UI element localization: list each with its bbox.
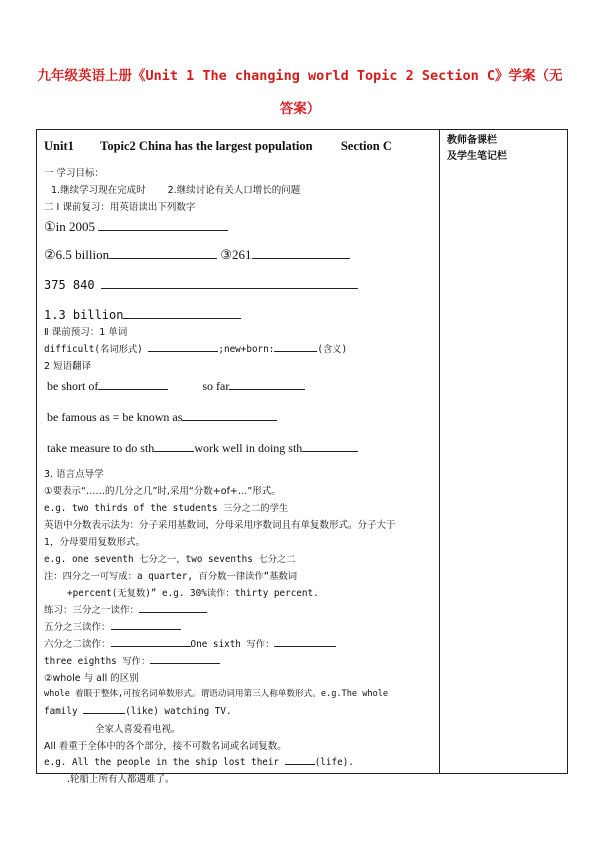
language-point-line: e.g. two thirds of the students 三分之二的学生	[44, 503, 289, 514]
language-point-line: ②whole 与 all 的区别	[44, 673, 139, 684]
answer-blank[interactable]	[229, 378, 305, 390]
document-title-line-2: 答案）	[279, 101, 321, 117]
number-item-2-text: ②6.5 billion	[44, 247, 110, 262]
answer-blank[interactable]	[274, 637, 336, 647]
answer-blank[interactable]	[154, 440, 194, 452]
practice-prompt: three eighths 写作：	[44, 656, 151, 667]
practice-prompt: 练习：三分之一读作：	[44, 605, 140, 616]
answer-blank[interactable]	[182, 409, 277, 421]
column-divider	[439, 130, 440, 773]
topic-label: Topic2 China has the largest population	[100, 139, 313, 153]
fill-blank-line	[44, 755, 354, 768]
number-item-4	[44, 277, 358, 292]
lesson-header	[44, 139, 392, 154]
phrase-1: be short of	[47, 379, 99, 393]
practice-line	[44, 619, 181, 633]
practice-prompt: One sixth 写作：	[190, 639, 275, 650]
sentence-part: family	[44, 706, 78, 717]
fill-blank-line	[44, 704, 232, 717]
number-item-1-text: ①in 2005	[44, 219, 96, 234]
phrase-line-1	[47, 378, 305, 394]
vocabulary-line	[44, 341, 347, 355]
phrase-line-3	[47, 440, 358, 456]
number-item-3-text: ③261	[220, 247, 252, 262]
answer-blank[interactable]	[148, 342, 218, 352]
sentence-part: e.g. All the people in the ship lost their	[44, 757, 280, 768]
learning-goals	[51, 182, 300, 196]
vocab-prompt-3: (含义)	[317, 344, 348, 355]
review-heading: 二 Ⅰ 课前复习：用英语读出下列数字	[44, 202, 196, 213]
language-point-line: e.g. one seventh 七分之一，two sevenths 七分之二	[44, 554, 296, 565]
goal-item-2: 2.继续讨论有关人口增长的问题	[167, 185, 301, 196]
practice-prompt: 六分之二读作：	[44, 639, 111, 650]
document-title-line-1: 九年级英语上册《Unit 1 The changing world Topic 2 Section C》学案（无	[37, 68, 563, 84]
phrase-line-2	[47, 409, 277, 425]
notes-column-header	[447, 133, 507, 165]
phrase-3: be famous as = be known as	[47, 410, 183, 424]
answer-blank[interactable]	[252, 247, 350, 259]
answer-blank[interactable]	[109, 247, 217, 259]
language-point-line: 注：四分之一可写成：a quarter, 百分数一律读作“基数词	[44, 571, 298, 582]
answer-blank[interactable]	[302, 440, 358, 452]
sentence-part: (like) watching TV.	[125, 706, 232, 717]
vocab-prompt-2: ;new+born:	[218, 344, 275, 355]
unit-label: Unit1	[44, 139, 74, 153]
phrase-5: work well in doing sth	[194, 441, 303, 455]
number-item-5	[44, 307, 241, 322]
practice-line	[44, 602, 207, 616]
answer-blank[interactable]	[123, 307, 241, 319]
answer-blank[interactable]	[98, 219, 228, 231]
answer-blank[interactable]	[150, 654, 220, 664]
answer-blank[interactable]	[111, 620, 181, 630]
translation-line: 全家人喜爱看电视。	[95, 724, 181, 735]
answer-blank[interactable]	[139, 603, 207, 613]
sentence-part: (life).	[314, 757, 354, 768]
answer-blank[interactable]	[274, 342, 317, 352]
translation-line: .轮船上所有人都遇难了。	[67, 774, 175, 785]
practice-prompt: 五分之三读作：	[44, 622, 111, 633]
worksheet-table	[36, 129, 568, 785]
language-point-line: +percent(无复数)” e.g. 30%读作：thirty percent.	[67, 588, 319, 599]
practice-line	[44, 653, 220, 667]
answer-blank[interactable]	[285, 755, 315, 765]
answer-blank[interactable]	[83, 704, 125, 714]
answer-blank[interactable]	[111, 637, 191, 647]
answer-blank[interactable]	[101, 277, 358, 289]
goal-item-1: 1.继续学习现在完成时	[51, 185, 146, 196]
number-item-5-text: 1.3 billion	[44, 308, 124, 322]
answer-blank[interactable]	[98, 378, 168, 390]
language-point-line: ①要表示“……的几分之几”时,采用“分数+of+…”形式。	[44, 486, 281, 497]
notes-header-line-2: 及学生笔记栏	[447, 151, 507, 162]
vocab-prompt-1: difficult(名词形式)	[44, 344, 143, 355]
language-point-line: 1，分母要用复数形式。	[44, 537, 146, 548]
language-points-heading: 3. 语言点导学	[44, 469, 104, 480]
language-point-line: All 着重于全体中的各个部分，接不可数名词或名词复数。	[44, 741, 287, 752]
preview-heading: Ⅱ 课前预习：1 单词	[44, 327, 128, 338]
number-item-1	[44, 219, 228, 235]
phrase-heading: 2 短语翻译	[44, 361, 92, 372]
number-item-2-3	[44, 247, 350, 263]
phrase-2: so far	[202, 379, 230, 393]
learning-goals-heading: 一 学习目标：	[44, 168, 105, 179]
practice-line	[44, 636, 336, 650]
language-point-line: 英语中分数表示法为：分子采用基数词，分母采用序数词且有单复数形式。分子大于	[44, 520, 396, 531]
number-item-4-text: 375 840	[44, 278, 95, 292]
notes-header-line-1: 教师备课栏	[447, 135, 497, 146]
language-point-line: whole 着眼于整体,可按名词单数形式。谓语动词用第三人称单数形式。e.g.The whole	[44, 689, 389, 699]
phrase-4: take measure to do sth	[47, 441, 155, 455]
section-label: Section C	[340, 139, 392, 153]
